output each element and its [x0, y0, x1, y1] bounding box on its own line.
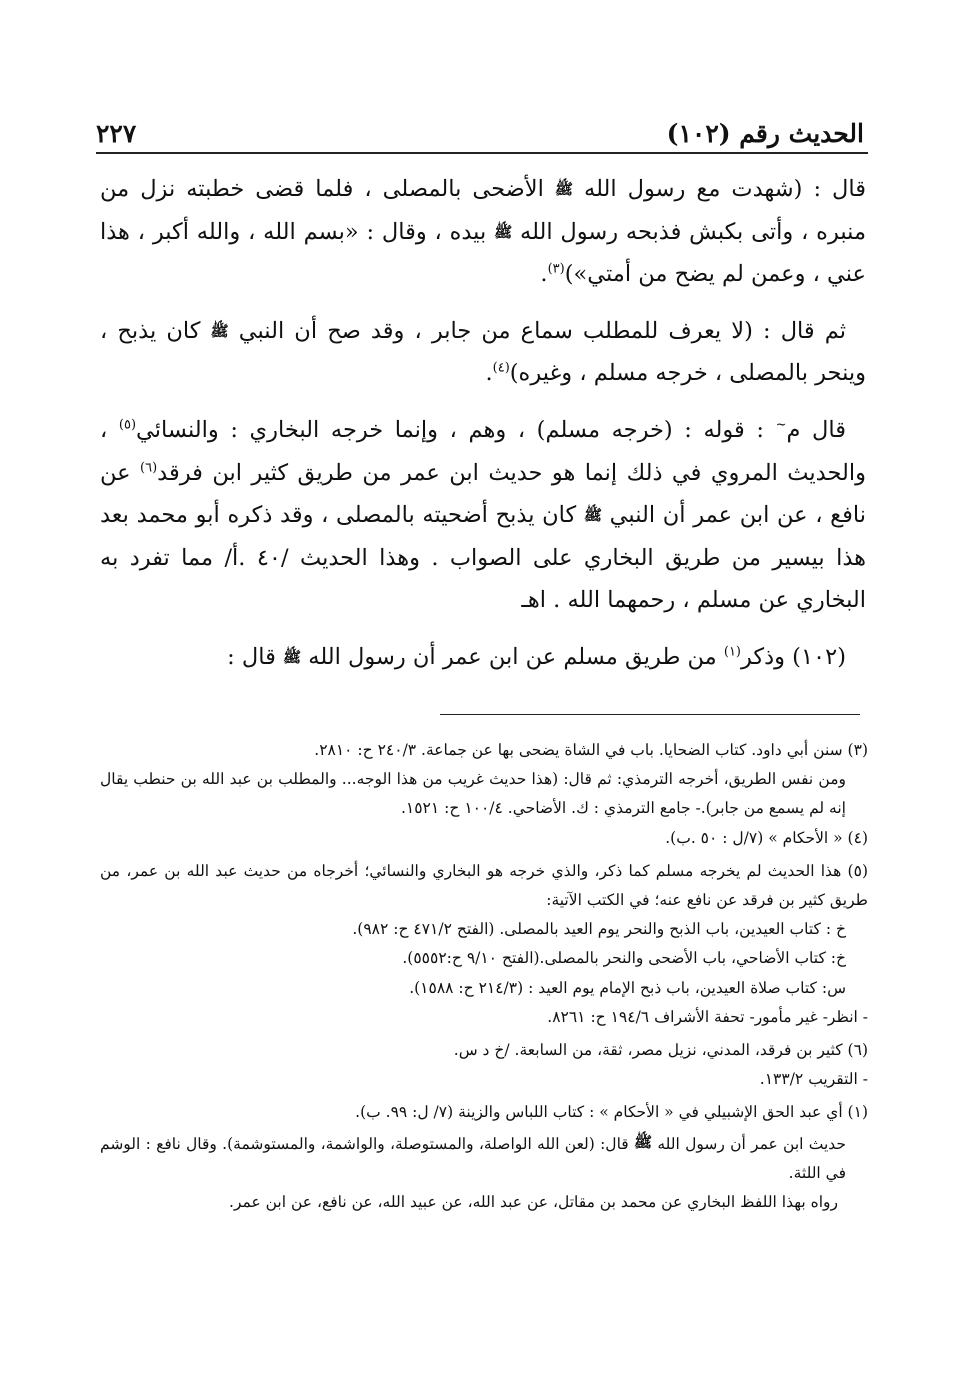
footnote-ref-6: (٦) — [140, 460, 158, 476]
footnote-ref-5: (٥) — [118, 417, 137, 433]
main-text — [100, 168, 866, 693]
page-number: ٢٢٧ — [96, 119, 137, 148]
footnote-ref-1: (١) — [723, 644, 741, 660]
footnote-ref-3: (٣) — [547, 261, 565, 277]
paragraph-1: قال : (شهدت مع رسول الله ﷺ الأضحى بالمصلى ، فلما قضى خطبته نزل من منبره ، وأتى بكبش فذبحه رسول الله ﷺ بيده ، وقال : «بسم الله ، والله أكبر ، هذا عني ، وعمن لم يضح من أمتي»)$^{(٣)}$. — [100, 176, 866, 288]
paragraph-4: (١٠٢) وذكر$^{(١)}$ من طريق مسلم عن ابن عمر أن رسول الله ﷺ قال : — [227, 643, 846, 670]
footnote-rule — [440, 714, 860, 715]
footnote-4: (٤) « الأحكام » (٧/ل : ٥٠ .ب). — [665, 828, 868, 847]
footnote-1-narration: رواه بهذا اللفظ البخاري عن محمد بن مقاتل، عن عبد الله، عن عبيد الله، عن نافع، عن ابن عمر. — [229, 1193, 838, 1212]
running-header — [96, 104, 864, 148]
salutation-glyph: ﷺ — [583, 506, 602, 525]
footnote-5-source-2: خ: كتاب الأضاحي، باب الأضحى والنحر بالمصلى.(الفتح ٩/١٠ ح:٥٥٥٢). — [402, 949, 846, 968]
salutation-glyph: ﷺ — [554, 180, 574, 198]
footnote-6-continued: - التقريب ١٣٣/٢. — [759, 1070, 868, 1089]
paragraph-3: قال م~ : قوله : (خرجه مسلم) ، وهم ، وإنما خرجه البخاري : والنسائي$^{(٥)}$ ، والحديث المروي في ذلك إنما هو حديث ابن عمر من طريق كثير ابن فرقد$^{(٦)}$ عن نافع ، عن ابن عمر أن النبي ﷺ كان يذبح أضحيته بالمصلى ، وقد ذكره أبو محمد بعد هذا بيسير من طريق البخاري على الصواب . وهذا الحديث /٤٠ .أ/ مما تفرد به البخاري عن مسلم ، رحمهما الله . اهـ — [100, 416, 866, 614]
footnote-5-source-3: س: كتاب صلاة العيدين، باب ذبح الإمام يوم العيد : (٢١٤/٣ ح: ١٥٨٨). — [409, 978, 846, 997]
salutation-glyph: ﷺ — [494, 222, 513, 241]
footnotes — [100, 736, 868, 1217]
salutation-glyph: ﷺ — [283, 647, 302, 666]
footnote-1-continued: حديث ابن عمر أن رسول الله ﷺ قال: (لعن الله الواصلة، والمستوصلة، والواشمة، والمستوشمة). وقال نافع : الوشم في اللثة. — [100, 1132, 846, 1182]
header-rule — [96, 152, 868, 154]
footnote-1: (١) أي عبد الحق الإشبيلي في « الأحكام » : كتاب اللباس والزينة (٧/ ل: ٩٩. ب). — [355, 1103, 868, 1122]
salutation-glyph: ﷺ — [210, 321, 229, 340]
paragraph-2: ثم قال : (لا يعرف للمطلب سماع من جابر ، وقد صح أن النبي ﷺ كان يذبح ، وينحر بالمصلى ، خرجه مسلم ، وغيره)$^{(٤)}$. — [100, 317, 866, 387]
footnote-3: (٣) سنن أبي داود. كتاب الضحايا. باب في الشاة يضحى بها عن جماعة. ٢٤٠/٣ ح: ٢٨١٠. — [314, 741, 868, 759]
salutation-glyph: ﷺ — [633, 1132, 653, 1151]
footnote-5: (٥) هذا الحديث لم يخرجه مسلم كما ذكر، والذي خرجه هو البخاري والنسائي؛ أخرجاه من حديث عبد الله بن عمر، من طريق كثير بن فرقد عن نافع عنه؛ في الكتب الآتية: — [100, 861, 868, 910]
footnote-6: (٦) كثير بن فرقد، المدني، نزيل مصر، ثقة، من السابعة. /خ د س. — [453, 1041, 868, 1060]
footnote-5-source-1: خ : كتاب العيدين، باب الذبح والنحر يوم العيد بالمصلى. (الفتح ٤٧١/٢ ح: ٩٨٢). — [352, 920, 846, 939]
footnote-3-continued: ومن نفس الطريق، أخرجه الترمذي: ثم قال: (هذا حديث غريب من هذا الوجه... والمطلب بن عبد الله بن حنطب يقال إنه لم يسمع من جابر).- جامع الترمذي : ك. الأضاحي. ١٠٠/٤ ح: ١٥٢١. — [100, 770, 846, 818]
author-mark: ~ — [775, 417, 787, 433]
header-title: الحديث رقم (١٠٢) — [666, 119, 864, 148]
footnote-5-see-also: - انظر- غير مأمور- تحفة الأشراف ١٩٤/٦ ح: ٨٢٦١. — [547, 1007, 868, 1026]
footnote-ref-4: (٤) — [492, 360, 510, 376]
